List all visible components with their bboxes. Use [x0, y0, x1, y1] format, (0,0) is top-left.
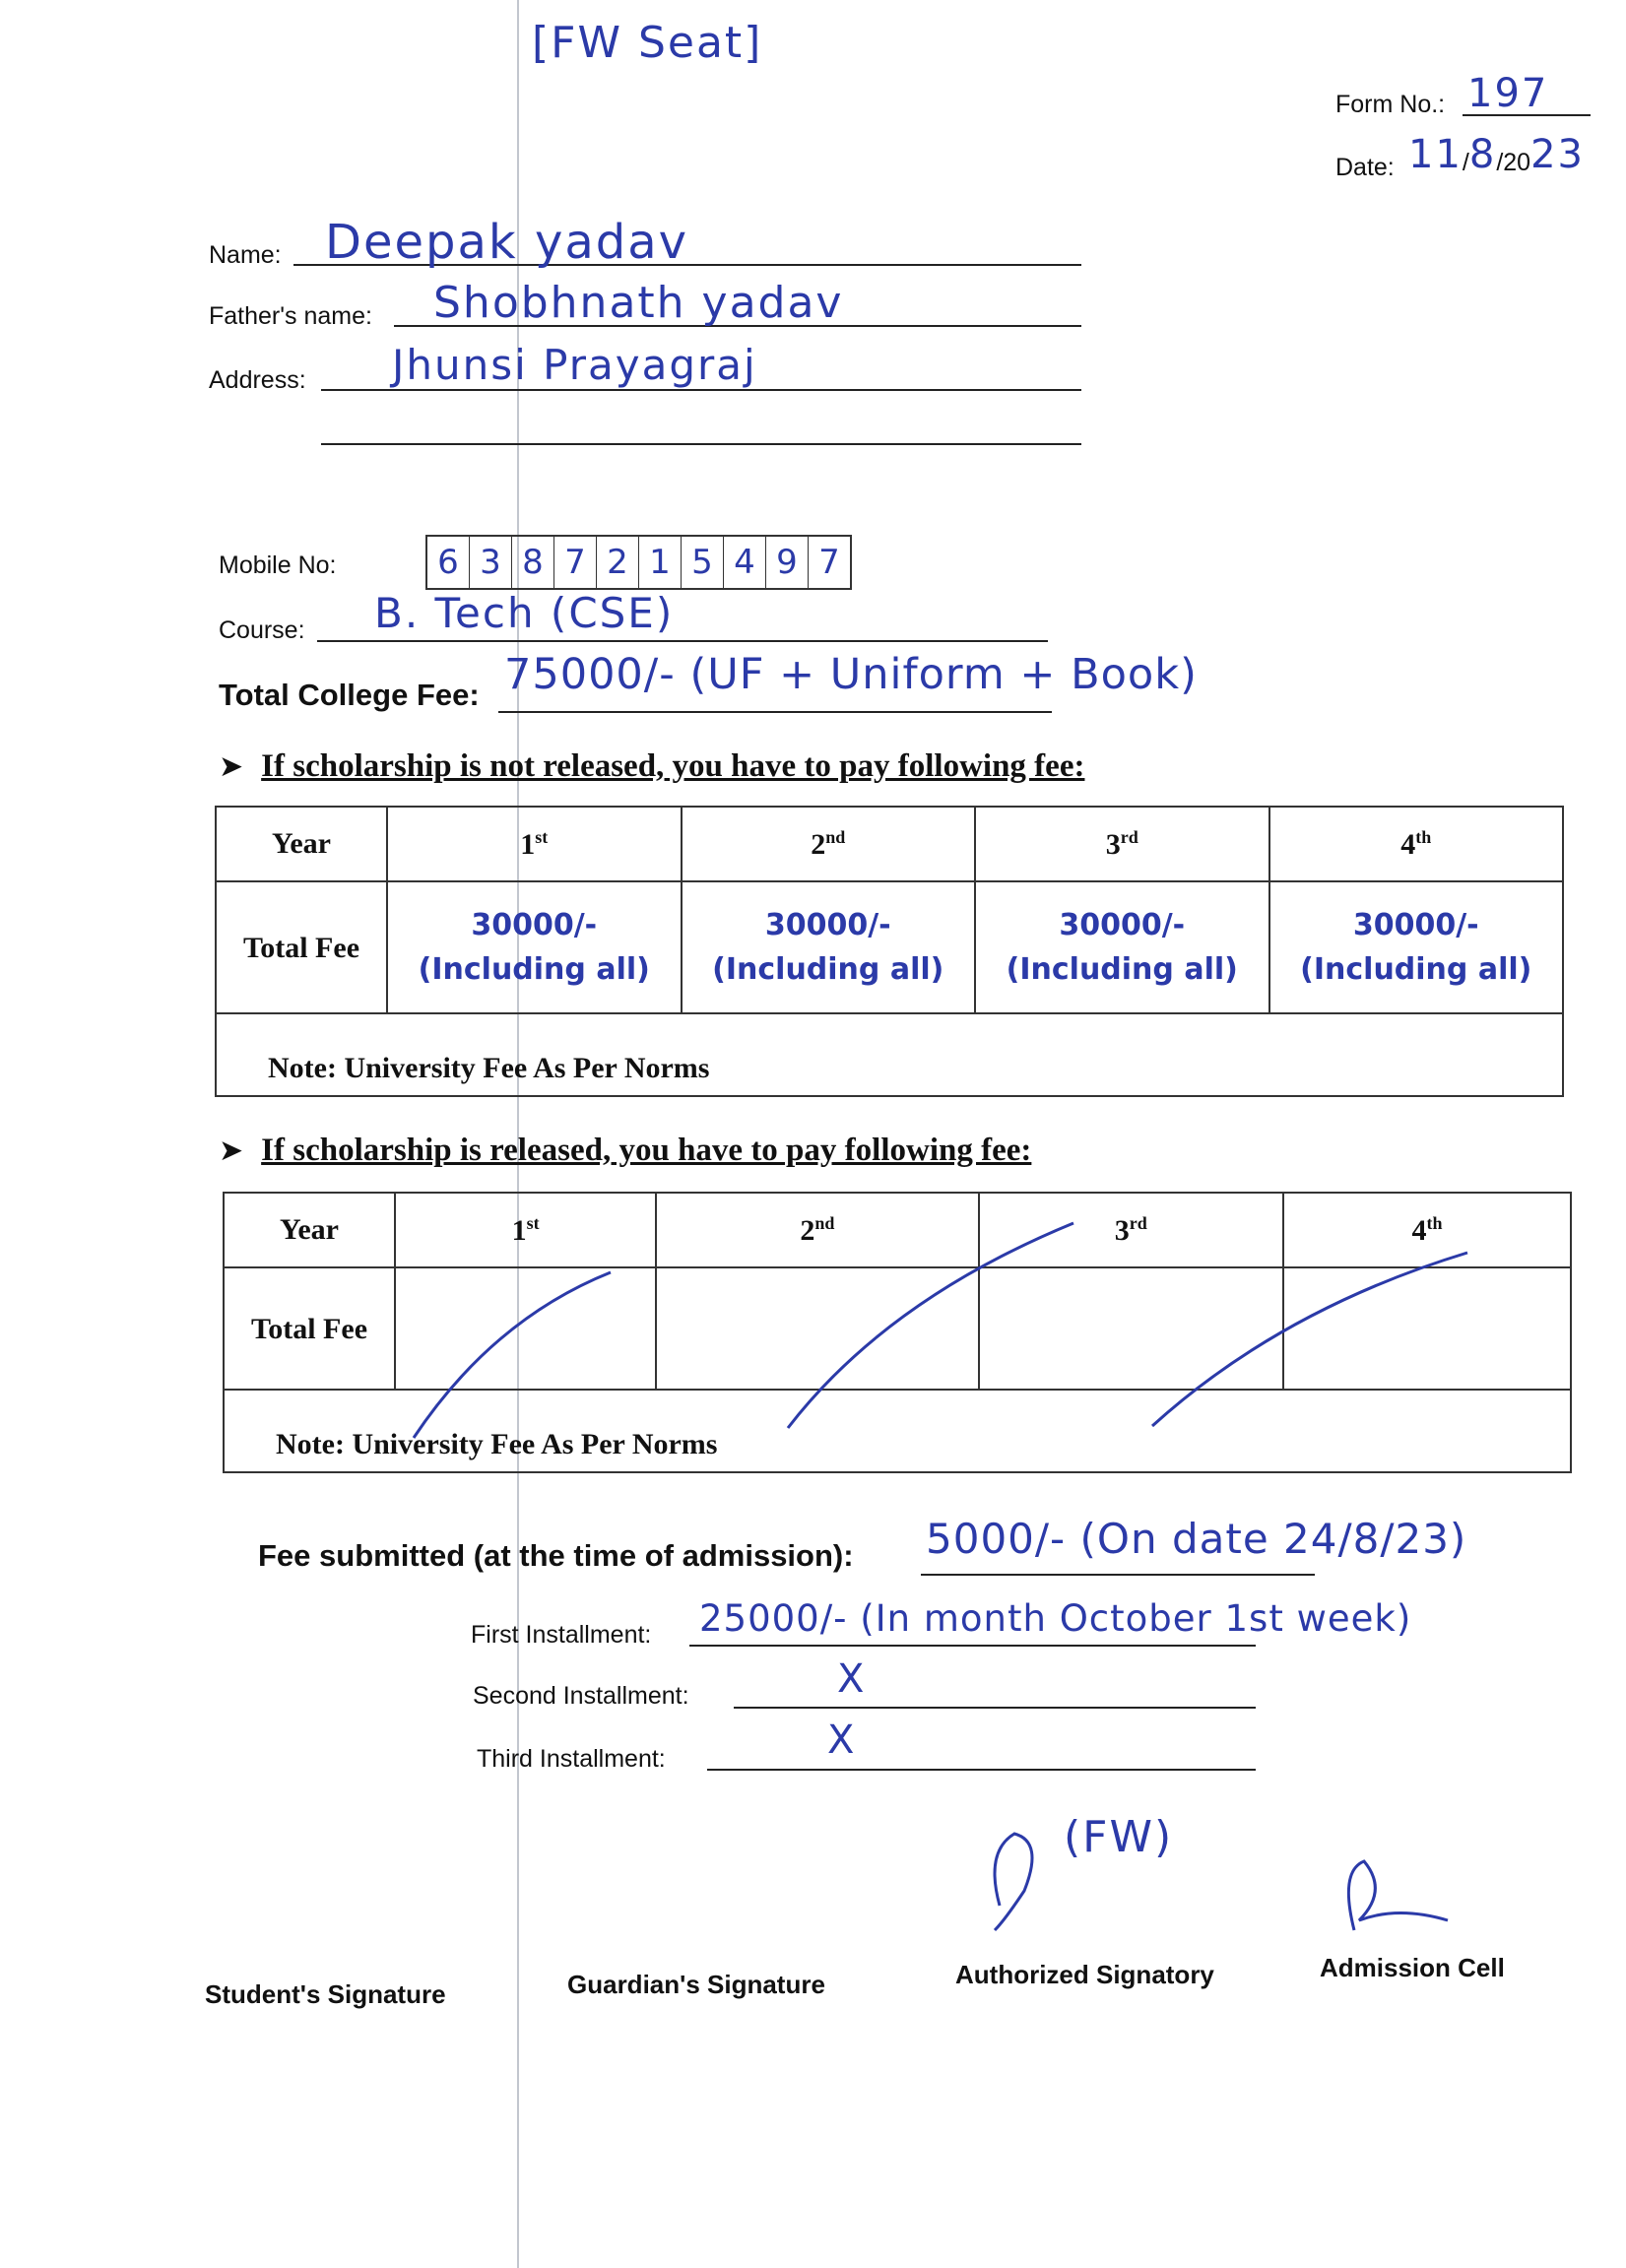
note-not-released: Note: University Fee As Per Norms [216, 1013, 1563, 1096]
heading-released: If scholarship is released, you have to pay following fee: [261, 1133, 1032, 1168]
second-installment-value: X [837, 1656, 867, 1702]
year-header: Year [216, 807, 387, 881]
authorized-signatory-label: Authorized Signatory [955, 1960, 1214, 1989]
third-installment-line [707, 1769, 1256, 1771]
year-3rd: 3rd [979, 1193, 1283, 1267]
fee-submitted-line [921, 1574, 1315, 1576]
total-fee-row-label: Total Fee [224, 1267, 395, 1390]
fee-submitted-value: 5000/- (On date 24/8/23) [926, 1515, 1467, 1563]
first-installment-value: 25000/- (In month October 1st week) [699, 1597, 1412, 1640]
date-sep-1: / [1462, 149, 1469, 176]
total-fee-value: 75000/- (UF + Uniform + Book) [504, 650, 1198, 699]
total-fee-row-label: Total Fee [216, 881, 387, 1013]
mobile-digit: 8 [512, 537, 554, 588]
pen-strike-stroke [414, 1272, 611, 1438]
course-label: Course: [219, 616, 305, 644]
date-day: 11 [1408, 132, 1463, 177]
year-header: Year [224, 1193, 395, 1267]
date-year-suffix: 23 [1530, 132, 1585, 177]
first-installment-line [689, 1645, 1256, 1647]
year-4th: 4th [1283, 1193, 1571, 1267]
date-year-prefix: 20 [1503, 149, 1531, 176]
father-name-label: Father's name: [209, 302, 372, 330]
authorized-fw-mark: (FW) [1064, 1812, 1174, 1862]
mobile-digit: 4 [724, 537, 766, 588]
admission-signature-scribble [1348, 1861, 1448, 1930]
year-2nd: 2nd [656, 1193, 978, 1267]
year-4th: 4th [1269, 807, 1564, 881]
name-label: Name: [209, 241, 282, 269]
year-1st: 1st [395, 1193, 656, 1267]
mobile-digit: 7 [818, 543, 840, 582]
pen-strike-stroke [1152, 1253, 1467, 1426]
third-installment-label: Third Installment: [477, 1745, 666, 1773]
second-installment-label: Second Installment: [473, 1682, 689, 1710]
authorized-signature-scribble [995, 1834, 1032, 1930]
mobile-digit: 7 [554, 537, 597, 588]
third-installment-value: X [827, 1717, 857, 1763]
date-month: 8 [1468, 132, 1497, 177]
fee-year-2: 30000/- (Including all) [682, 881, 976, 1013]
fee-submitted-label: Fee submitted (at the time of admission): [258, 1538, 854, 1573]
arrow-bullet-icon: ➤ [219, 1134, 244, 1167]
address-label: Address: [209, 366, 306, 394]
year-1st: 1st [387, 807, 682, 881]
form-no-value: 197 [1467, 71, 1549, 116]
mobile-digit: 2 [597, 537, 639, 588]
name-value: Deepak yadav [325, 215, 689, 270]
total-fee-label: Total College Fee: [219, 678, 480, 712]
form-no-label: Form No.: [1335, 91, 1446, 118]
address-value: Jhunsi Prayagraj [392, 341, 757, 389]
date-label: Date: [1335, 154, 1395, 181]
guardian-signature-label: Guardian's Signature [567, 1970, 825, 1999]
year-2nd: 2nd [682, 807, 976, 881]
student-signature-label: Student's Signature [205, 1979, 446, 2009]
mobile-digit: 6 [427, 537, 470, 588]
first-installment-label: First Installment: [471, 1621, 652, 1649]
father-name-value: Shobhnath yadav [433, 278, 844, 328]
second-installment-line [734, 1707, 1256, 1709]
arrow-bullet-icon: ➤ [219, 750, 244, 783]
fee-year-3: 30000/- (Including all) [975, 881, 1269, 1013]
fee-year-1: 30000/- (Including all) [387, 881, 682, 1013]
note-released: Note: University Fee As Per Norms [224, 1390, 1571, 1472]
admission-cell-label: Admission Cell [1320, 1953, 1505, 1982]
fw-seat-annotation: [FW Seat] [532, 18, 763, 68]
mobile-digit: 5 [682, 537, 724, 588]
fee-year-4: 30000/- (Including all) [1269, 881, 1564, 1013]
year-3rd: 3rd [975, 807, 1269, 881]
mobile-digit: 1 [639, 537, 682, 588]
mobile-digit: 9 [766, 537, 809, 588]
mobile-label: Mobile No: [219, 551, 337, 579]
date-sep-2: / [1496, 149, 1504, 176]
heading-not-released: If scholarship is not released, you have to pay following fee: [261, 748, 1085, 784]
course-value: B. Tech (CSE) [374, 589, 675, 637]
pen-strike-stroke [788, 1223, 1073, 1428]
mobile-digit: 3 [470, 537, 512, 588]
